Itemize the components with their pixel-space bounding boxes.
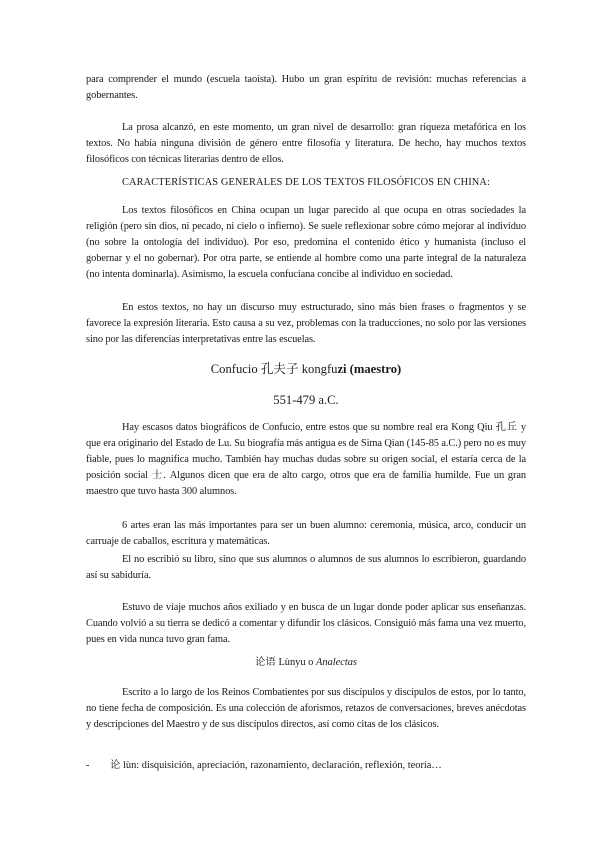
paragraph-travels-exile: Estuvo de viaje muchos años exiliado y en busca de un lugar donde poder aplicar sus enseñanzas. Cuando volvió a su tierra se dedicó a comentar y difundir los clásicos. Consiguió más fama una vez muerto, pues en vida nunca tuvo gran fama. <box>86 602 526 645</box>
lunyu-text: Lùnyu o <box>278 657 314 668</box>
bullet-dash: - <box>86 760 90 771</box>
section-heading-characteristics: CARACTERÍSTICAS GENERALES DE LOS TEXTOS FILOSÓFICOS EN CHINA: <box>122 177 490 188</box>
bullet-text: 论 lùn: disquisición, apreciación, razonamiento, declaración, reflexión, teoría… <box>110 760 442 771</box>
confucio-romanization: kongfu <box>301 362 338 376</box>
paragraph-philosophical-texts: Los textos filosóficos en China ocupan un lugar parecido al que ocupa en otras sociedades la religión (pero sin dios, ni pecado, ni cielo o infierno). Se suele reflexionar sobre cómo mejorar al individuo (no sobre la ontología del individuo). Por eso, predomina el contenido ético y humanista (incluso el gobernar y el no gobernar). Por otra parte, se entiende al hombre como una parte integral de la naturaleza (no intenta dominarla). Asimismo, la escuela confuciana concibe al individuo en sociedad. <box>86 205 526 280</box>
confucio-chinese: 孔夫子 <box>260 362 299 376</box>
lunyu-chinese: 论语 <box>255 657 276 668</box>
paragraph-confucio-biography: Hay escasos datos biográficos de Confucio, entre estos que su nombre real era Kong Qiu 孔丘 y que era originario del Estado de Lu. Su biografía más antigua es de Sima Qian (145-85 a.C.) pero no es muy fiable, pues lo magnifica mucho. También hay muchas dudas sobre su origen social, el estaría cerca de la posición social 士. Algunos dicen que era de alto cargo, otros que era de familia humilde. Fue un gran maestro que tuvo hasta 300 alumnos. <box>86 422 526 497</box>
paragraph-analectas: Escrito a lo largo de los Reinos Combatientes por sus discípulos y discípulos de estos, por lo tanto, no tiene fecha de composición. Es una colección de aforismos, retazos de conversaciones, breves anécdotas y descripciones del Maestro y de sus discípulos directos, así como citas de los clásicos. <box>86 687 526 730</box>
lunyu-title <box>86 655 526 671</box>
paragraph-literary-expression: En estos textos, no hay un discurso muy estructurado, sino más bien frases o fragmentos y se favorece la expresión literaria. Esto causa a su vez, problemas con la traducciones, no solo por las versiones sino por las diferencias interpretativas entre las escuelas. <box>86 302 526 345</box>
paragraph-disciples-wrote: El no escribió su libro, sino que sus alumnos o alumnos de sus alumnos lo escribieron, guardando así su sabiduría. <box>86 554 526 581</box>
confucio-dates: 551-479 a.C. <box>273 393 339 407</box>
confucio-romanization-bold: zi (maestro) <box>337 362 402 376</box>
confucio-title <box>86 361 526 377</box>
confucio-name: Confucio <box>210 362 258 376</box>
lunyu-italic: Analectas <box>315 657 357 668</box>
paragraph-prose-development: La prosa alcanzó, en este momento, un gran nivel de desarrollo: gran riqueza metafórica en los textos. No había ninguna división de género entre filosofía y literatura. De hecho, hay muchos textos filosóficos con técnicas literarias dentro de ellos. <box>86 122 526 165</box>
paragraph-six-arts: 6 artes eran las más importantes para ser un buen alumno: ceremonia, música, arco, conducir un carruaje de caballos, escritura y matemáticas. <box>86 520 526 547</box>
paragraph-taoist-intro: para comprender el mundo (escuela taoísta). Hubo un gran espíritu de revisión: muchas referencias a gobernantes. <box>86 74 526 101</box>
